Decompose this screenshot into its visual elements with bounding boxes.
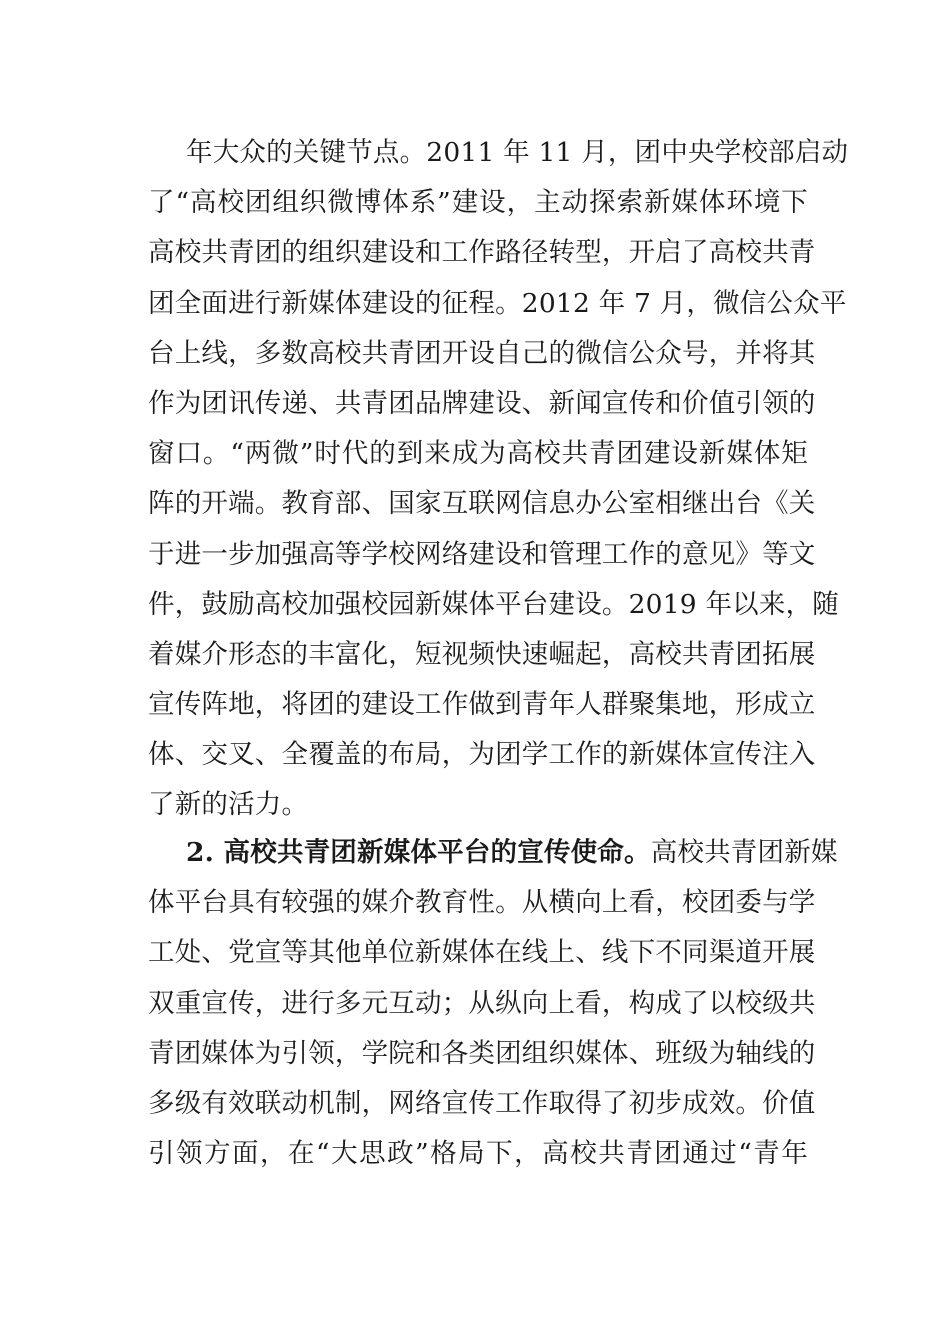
paragraph-line: 作为团讯传递、共青团品牌建设、新闻宣传和价值引领的 [148, 387, 816, 419]
paragraph-line: 体、交叉、全覆盖的布局，为团学工作的新媒体宣传注入 [148, 739, 816, 771]
paragraph-line: 体平台具有较强的媒介教育性。从横向上看，校团委与学 [148, 887, 816, 919]
section-heading: 2. 高校共青团新媒体平台的宣传使命。 [186, 837, 651, 868]
paragraph-line: 台上线，多数高校共青团开设自己的微信公众号，并将其 [148, 337, 816, 369]
paragraph-line: 宣传阵地，将团的建设工作做到青年人群聚集地，形成立 [148, 689, 816, 721]
paragraph-line: 引领方面，在“大思政”格局下，高校共青团通过“青年 [148, 1138, 808, 1170]
paragraph-line: 青团媒体为引领，学院和各类团组织媒体、班级为轴线的 [148, 1037, 816, 1069]
paragraph-line: 窗口。“两微”时代的到来成为高校共青团建设新媒体矩 [148, 438, 808, 470]
paragraph-first-line [148, 828, 838, 878]
paragraph-line: 高校共青团的组织建设和工作路径转型，开启了高校共青 [148, 237, 816, 269]
paragraph-line: 多级有效联动机制，网络宣传工作取得了初步成效。价值 [148, 1087, 816, 1119]
paragraph-line: 着媒介形态的丰富化，短视频快速崛起，高校共青团拓展 [148, 638, 816, 670]
paragraph-history [148, 128, 849, 831]
paragraph-mission [148, 828, 838, 1179]
paragraph-line: 年大众的关键节点。2011 年 11 月，团中央学校部启动 [186, 137, 849, 168]
heading-trailing-text: 高校共青团新媒 [650, 837, 838, 868]
paragraph-line: 工处、党宣等其他单位新媒体在线上、线下不同渠道开展 [148, 937, 816, 969]
paragraph-line: 于进一步加强高等学校网络建设和管理工作的意见》等文 [148, 538, 816, 570]
paragraph-line: 件，鼓励高校加强校园新媒体平台建设。2019 年以来，随 [148, 588, 839, 620]
paragraph-line: 双重宣传，进行多元互动；从纵向上看，构成了以校级共 [148, 987, 816, 1019]
paragraph-line: 团全面进行新媒体建设的征程。2012 年 7 月，微信公众平 [148, 287, 847, 319]
paragraph-line: 了新的活力。 [148, 789, 309, 821]
paragraph-line: 阵的开端。教育部、国家互联网信息办公室相继出台《关 [148, 488, 816, 520]
paragraph-line: 了“高校团组织微博体系”建设，主动探索新媒体环境下 [148, 187, 808, 219]
